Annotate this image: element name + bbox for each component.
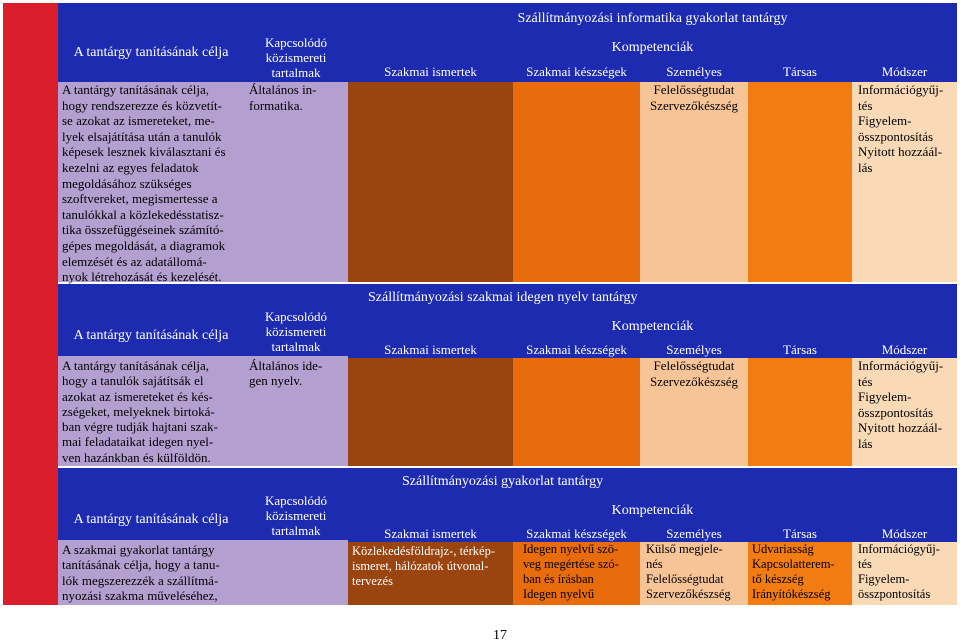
- section2-cell-modszer: Információgyűj- tés Figyelem- összpontosítás Nyitott hozzáál- lás: [852, 358, 957, 466]
- section2-col-modszer: Módszer: [881, 342, 928, 357]
- section3-col-modszer: Módszer: [881, 526, 928, 541]
- section1-goal-header: [58, 3, 244, 82]
- section1-competencies-label: Kompetenciák: [611, 40, 694, 55]
- section2-col-szemelyes: Személyes: [666, 342, 722, 357]
- section3-goal-header-label: A tantárgy tanításának célja: [73, 512, 229, 527]
- section1-title-bar: [348, 3, 957, 33]
- section3-title: Szállítmányozási gyakorlat tantárgy: [402, 474, 604, 489]
- section3-cell-modszer: Információgyűj- tés Figyelem- összpontosítás: [852, 542, 957, 605]
- section2-goal-text: A tantárgy tanításának célja, hogy a tanulók sajátítsák el azokat az ismereteket és kés- zségeket, melyeknek birtoká- ban végre tudják hajtani szak- mai feladataikat idegen nyel- ven hazánkban és külföldön.: [58, 356, 244, 466]
- section3-related-text: [244, 540, 348, 605]
- section2-related-header-label: Kapcsolódó közismereti tartalmak: [264, 309, 328, 354]
- section2-competencies-header: [348, 310, 957, 340]
- section1-col-szakmai-ismertek: Szakmai ismertek: [384, 64, 477, 79]
- section3-goal-header: [58, 468, 244, 540]
- section3-col-szemelyes: Személyes: [666, 526, 722, 541]
- section2-col-szakmai-keszsegek: Szakmai készségek: [526, 342, 627, 357]
- section1-related-header-label: Kapcsolódó közismereti tartalmak: [264, 35, 328, 80]
- section3-competencies-header: [348, 494, 957, 524]
- section2-title: Szállítmányozási szakmai idegen nyelv tantárgy: [368, 290, 638, 305]
- section1-cell-ismertek: [348, 82, 513, 282]
- section1-cell-szemelyes: Felelősségtudat Szervezőkészség: [640, 82, 748, 282]
- section1-col-modszer: Módszer: [881, 64, 928, 79]
- section1-cell-keszsegek: [513, 82, 640, 282]
- section3-related-header: [244, 468, 348, 540]
- section3-cell-szemelyes: Külső megjele- nés Felelősségtudat Szervezőkészség: [640, 542, 748, 605]
- section3-related-header-label: Kapcsolódó közismereti tartalmak: [264, 493, 328, 538]
- section1-col-szemelyes: Személyes: [666, 64, 722, 79]
- section3-goal-text: A szakmai gyakorlat tantárgy tanításának célja, hogy a tanu- lók megszerezzék a szállítmá- nyozási szakma műveléséhez,: [58, 540, 244, 605]
- section1-cell-tarsas: [748, 82, 852, 282]
- section2-col-tarsas: Társas: [783, 342, 817, 357]
- left-red-strip: [3, 3, 58, 605]
- section3-cell-tarsas: Udvariasság Kapcsolatterem- tő készség Irányítókészség: [748, 542, 852, 605]
- section1-competencies-header: [348, 33, 957, 62]
- section2-related-header: [244, 284, 348, 356]
- section3-cell-keszsegek: Idegen nyelvű szö- veg megértése szó- ban és írásban Idegen nyelvű: [513, 542, 640, 605]
- section2-competencies-label: Kompetenciák: [611, 319, 694, 334]
- section3-competencies-label: Kompetenciák: [611, 503, 694, 518]
- section3-title-bar: [348, 468, 957, 494]
- section2-cell-ismertek: [348, 358, 513, 466]
- section1-goal-text: A tantárgy tanításának célja, hogy rendszerezze és közvetít- se azokat az ismereteket, me- lyek elsajátítása után a tanulók képesek lesznek kiválasztani és kezelni az egyes feladatok megoldásához szükséges szoftvereket, megismertesse a tanulókkal a közlekedésstatisz- tika összefüggéseinek számító- gépes megoldását, a diagramok elemzését és az adatállomá- nyok létrehozását és kezelését.: [58, 82, 244, 282]
- section2-col-szakmai-ismertek: Szakmai ismertek: [384, 342, 477, 357]
- section3-cell-ismertek: Közlekedésföldrajz-, térkép- ismeret, hálózatok útvonal- tervezés: [348, 542, 513, 605]
- section1-title: Szállítmányozási informatika gyakorlat tantárgy: [517, 11, 788, 26]
- section2-cell-keszsegek: [513, 358, 640, 466]
- section3-col-szakmai-keszsegek: Szakmai készségek: [526, 526, 627, 541]
- section1-related-text: Általános in- formatika.: [244, 82, 348, 282]
- section2-cell-tarsas: [748, 358, 852, 466]
- section2-goal-header: [58, 284, 244, 356]
- section2-columns-row: [348, 340, 957, 358]
- section1-col-tarsas: Társas: [783, 64, 817, 79]
- section2-title-bar: [348, 284, 957, 310]
- section2-related-text: Általános ide- gen nyelv.: [244, 356, 348, 466]
- section1-related-header: [244, 3, 348, 82]
- section1-cell-modszer: Információgyűj- tés Figyelem- összpontosítás Nyitott hozzáál- lás: [852, 82, 957, 282]
- section1-columns-row: [348, 62, 957, 82]
- section3-columns-row: [348, 524, 957, 542]
- section3-col-szakmai-ismertek: Szakmai ismertek: [384, 526, 477, 541]
- section3-col-tarsas: Társas: [783, 526, 817, 541]
- section1-goal-header-label: A tantárgy tanításának célja: [73, 45, 229, 60]
- page-number: 17: [493, 628, 507, 643]
- section1-col-szakmai-keszsegek: Szakmai készségek: [526, 64, 627, 79]
- section2-cell-szemelyes: Felelősségtudat Szervezőkészség: [640, 358, 748, 466]
- section2-goal-header-label: A tantárgy tanításának célja: [73, 328, 229, 343]
